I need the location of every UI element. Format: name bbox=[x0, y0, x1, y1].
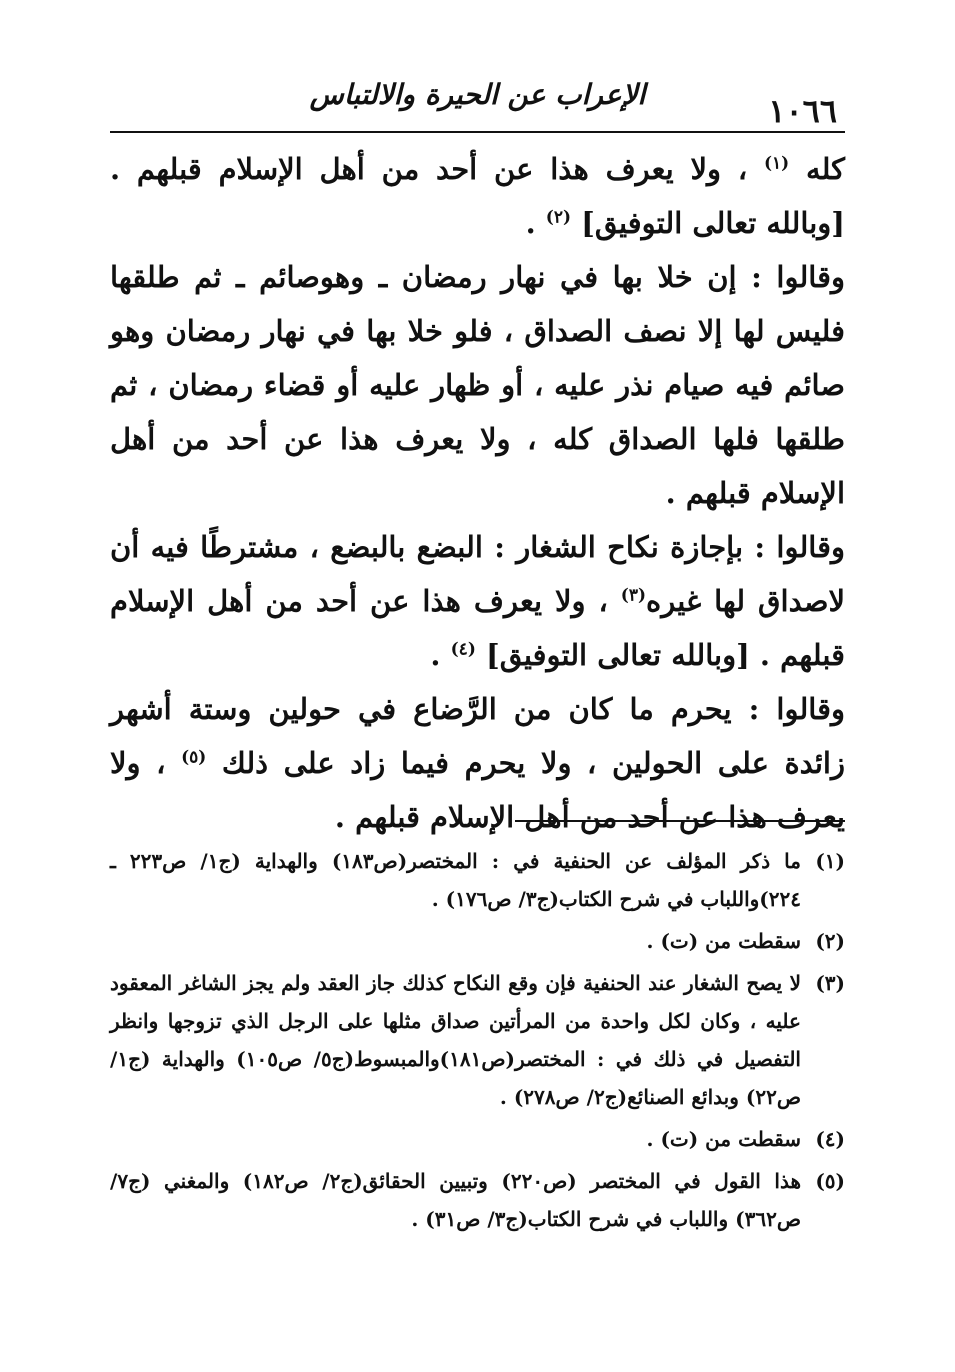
footnote-number: (١) bbox=[815, 849, 845, 873]
header-rule bbox=[110, 131, 845, 133]
footnote-text: ما ذكر المؤلف عن الحنفية في : المختصر(ص١٨٣) والهداية (ج١/ ص٢٢٣ ـ ٢٢٤)واللباب في شرح الكتاب(ج٣/ ص١٧٦) . bbox=[110, 849, 801, 911]
footnote-text: سقطت من (ت) . bbox=[646, 929, 801, 953]
footnote-ref: (٤) bbox=[450, 639, 476, 660]
text-run: ، ولا يعرف هذا عن أحد من أهل الإسلام قبلهم . [وبالله تعالى التوفيق] bbox=[110, 584, 845, 672]
running-title: الإعراب عن الحيرة والالتباس bbox=[309, 78, 646, 111]
footnote-ref: (٢) bbox=[545, 207, 572, 228]
footnote-number: (٢) bbox=[815, 929, 845, 953]
footnote-number: (٥) bbox=[815, 1169, 845, 1193]
footnote-ref: (١) bbox=[763, 153, 790, 174]
text-run: بإجازة نكاح الشغار : البضع بالبضع ، مشترطًا فيه أن لاصداق لها غيره bbox=[110, 530, 845, 618]
paragraph-3 bbox=[110, 520, 845, 682]
text-run: ، ولا يعرف هذا عن أحد من أهل الإسلام قبلهم . bbox=[110, 746, 845, 834]
footnote-number: (٣) bbox=[815, 971, 845, 995]
footnote-separator bbox=[515, 820, 845, 822]
paragraph-2 bbox=[110, 250, 845, 520]
paragraph-lead: وقالوا : bbox=[748, 692, 845, 726]
page-number: ١٠٦٦ bbox=[768, 92, 837, 130]
footnote-text: هذا القول في المختصر (ص٢٢٠) وتبيين الحقائق(ج٢/ ص١٨٢) والمغني (ج٧/ ص٣٦٢) واللباب في شرح الكتاب(ج٣/ ص٣١) . bbox=[110, 1169, 801, 1231]
footnote-number: (٤) bbox=[815, 1127, 845, 1151]
paragraph-lead: وقالوا : bbox=[754, 530, 845, 564]
text-run: يحرم ما كان من الرَّضاع في حولين وستة أشهر زائدة على الحولين ، ولا يحرم فيما زاد على ذلك bbox=[110, 692, 845, 780]
main-text bbox=[110, 142, 845, 844]
text-run: كله bbox=[806, 152, 845, 186]
paragraph-lead: وقالوا : bbox=[751, 260, 845, 294]
text-run: إن خلا بها في نهار رمضان ـ وهوصائم ـ ثم طلقها فليس لها إلا نصف الصداق ، فلو خلا بها في نهار رمضان وهو صائم فيه صيام نذر عليه ، أو ظهار عليه أو قضاء رمضان ، ثم طلقها فلها الصداق كله ، ولا يعرف هذا عن أحد من أهل الإسلام قبلهم . bbox=[110, 260, 845, 510]
footnote bbox=[110, 842, 845, 918]
footnote bbox=[110, 1162, 845, 1238]
footnote bbox=[110, 964, 845, 1116]
paragraph-1 bbox=[110, 142, 845, 250]
page-header bbox=[110, 70, 845, 130]
footnote-text: سقطت من (ت) . bbox=[646, 1127, 801, 1151]
text-run: . bbox=[525, 206, 536, 240]
footnote bbox=[110, 1120, 845, 1158]
footnote bbox=[110, 922, 845, 960]
footnote-text: لا يصح الشغار عند الحنفية فإن وقع النكاح كذلك جاز العقد ولم يجز الشاغر المعقود عليه ، وكان لكل واحدة من المرأتين صداق مثلها على الرجل الذي تزوجها وانظر التفصيل في ذلك في : المختصر(ص١٨١)والمبسوط(ج٥/ ص١٠٥) والهداية (ج١/ ص٢٢) وبدائع الصنائع(ج٢/ ص٢٧٨) . bbox=[110, 971, 801, 1109]
footnote-ref: (٥) bbox=[181, 747, 207, 768]
text-run: . bbox=[430, 638, 441, 672]
text-run: ، ولا يعرف هذا عن أحد من أهل الإسلام قبلهم . [وبالله تعالى التوفيق] bbox=[110, 152, 845, 240]
footnote-ref: (٣) bbox=[620, 585, 647, 606]
footnotes bbox=[110, 842, 845, 1242]
